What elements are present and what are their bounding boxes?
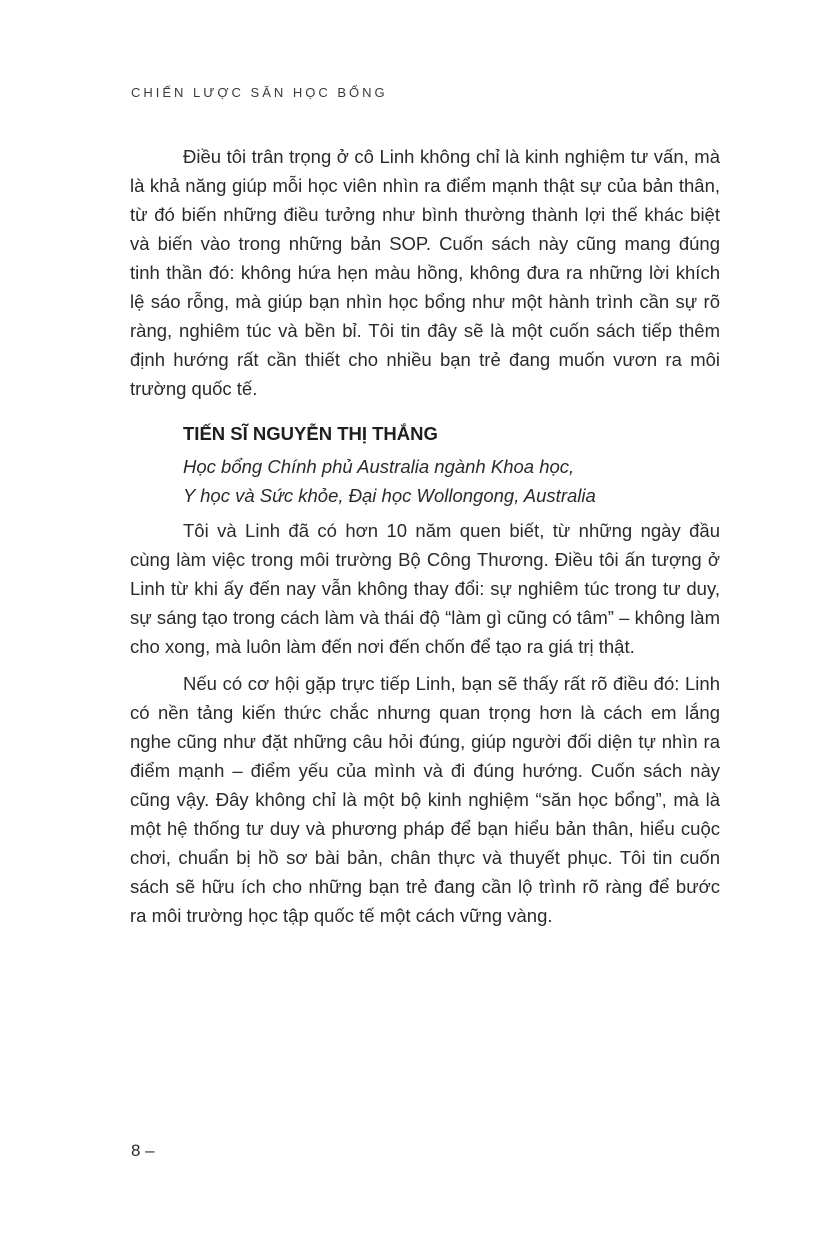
paragraph-1: Điều tôi trân trọng ở cô Linh không chỉ là kinh nghiệm tư vấn, mà là khả năng giúp mỗi học viên nhìn ra điểm mạnh thật sự của bản thân, từ đó biến những điều tưởng như bình thường thành lợi thế khác biệt và biến vào trong những bản SOP. Cuốn sách này cũng mang đúng tinh thần đó: không hứa hẹn màu hồng, không đưa ra những lời khích lệ sáo rỗng, mà giúp bạn nhìn học bổng như một hành trình cần sự rõ ràng, nghiêm túc và bền bỉ. Tôi tin đây sẽ là một cuốn sách tiếp thêm định hướng rất cần thiết cho nhiều bạn trẻ đang muốn vươn ra môi trường quốc tế. xyxy=(130,146,720,399)
author-affiliation-line-1: Học bổng Chính phủ Australia ngành Khoa học, xyxy=(183,456,575,477)
author-affiliation xyxy=(183,452,720,510)
page-content xyxy=(130,142,720,930)
running-header: CHIẾN LƯỢC SĂN HỌC BỔNG xyxy=(131,85,388,100)
paragraph-3: Nếu có cơ hội gặp trực tiếp Linh, bạn sẽ thấy rất rõ điều đó: Linh có nền tảng kiến thức chắc nhưng quan trọng hơn là cách em lắng nghe cũng như đặt những câu hỏi đúng, giúp người đối diện tự nhìn ra điểm mạnh – điểm yếu của mình và đi đúng hướng. Cuốn sách này cũng vậy. Đây không chỉ là một bộ kinh nghiệm “săn học bổng”, mà là một hệ thống tư duy và phương pháp để bạn hiểu bản thân, hiểu cuộc chơi, chuẩn bị hồ sơ bài bản, chân thực và thuyết phục. Tôi tin cuốn sách sẽ hữu ích cho những bạn trẻ đang cần lộ trình rõ ràng để bước ra môi trường học tập quốc tế một cách vững vàng. xyxy=(130,673,720,926)
author-affiliation-line-2: Y học và Sức khỏe, Đại học Wollongong, Australia xyxy=(183,485,596,506)
paragraph-2: Tôi và Linh đã có hơn 10 năm quen biết, từ những ngày đầu cùng làm việc trong môi trường Bộ Công Thương. Điều tôi ấn tượng ở Linh từ khi ấy đến nay vẫn không thay đổi: sự nghiêm túc trong tư duy, sự sáng tạo trong cách làm và thái độ “làm gì cũng có tâm” – không làm cho xong, mà luôn làm đến nơi đến chốn để tạo ra giá trị thật. xyxy=(130,520,720,657)
author-name: TIẾN SĨ NGUYỄN THỊ THẮNG xyxy=(183,423,438,444)
page-number: 8 – xyxy=(131,1141,155,1160)
